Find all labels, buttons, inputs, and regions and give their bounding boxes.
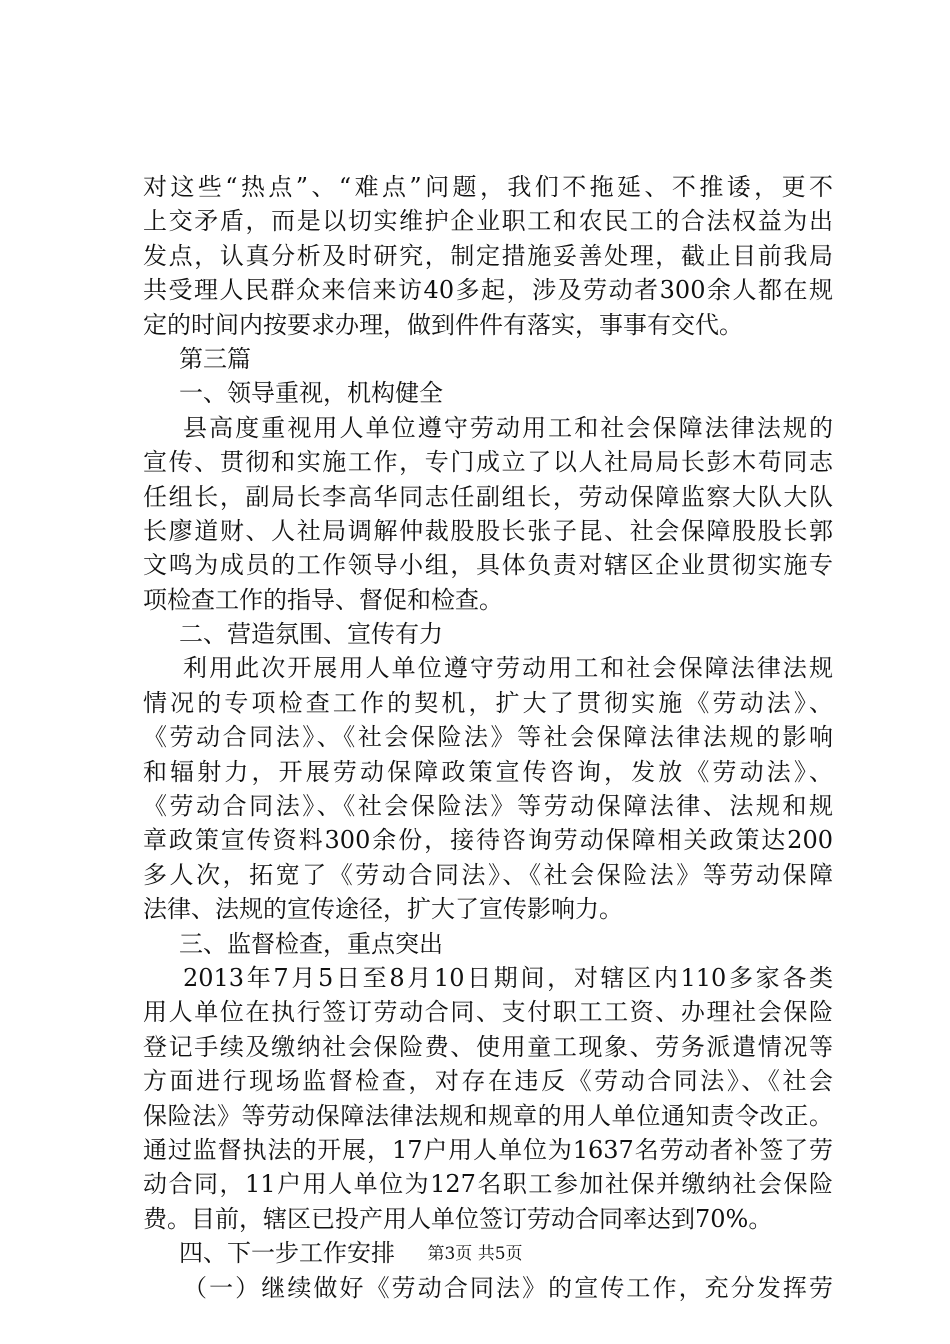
text-line: 县高度重视用人单位遵守劳动用工和社会保障法律法规的	[183, 413, 833, 442]
text-line: 项检查工作的指导、督促和检查。	[143, 585, 503, 614]
page-footer: 第3页 共5页	[427, 1244, 523, 1264]
text-line: 利用此次开展用人单位遵守劳动用工和社会保障法律法规	[183, 654, 833, 683]
text-line: 多人次，拓宽了《劳动合同法》、《社会保险法》等劳动保障	[143, 860, 833, 889]
section-heading: 一、领导重视，机构健全	[179, 379, 443, 408]
section-heading: 四、下一步工作安排	[179, 1239, 395, 1268]
text-line: 动合同，11户用人单位为127名职工参加社保并缴纳社会保险	[143, 1170, 833, 1199]
text-line: （一）继续做好《劳动合同法》的宣传工作，充分发挥劳	[183, 1273, 833, 1302]
text-line: 宣传、贯彻和实施工作，专门成立了以人社局局长彭木苟同志	[143, 448, 833, 477]
text-line: 法律、法规的宣传途径，扩大了宣传影响力。	[143, 895, 623, 924]
text-line: 《劳动合同法》、《社会保险法》等劳动保障法律、法规和规	[143, 792, 833, 821]
section-heading: 第三篇	[179, 344, 251, 373]
text-line: 通过监督执法的开展，17户用人单位为1637名劳动者补签了劳	[143, 1135, 833, 1164]
text-line: 上交矛盾，而是以切实维护企业职工和农民工的合法权益为出	[143, 207, 833, 236]
text-line: 定的时间内按要求办理，做到件件有落实，事事有交代。	[143, 310, 743, 339]
text-line: 《劳动合同法》、《社会保险法》等社会保障法律法规的影响	[143, 723, 833, 752]
text-line: 用人单位在执行签订劳动合同、支付职工工资、办理社会保险	[143, 998, 833, 1027]
text-line: 对这些“热点”、“难点”问题，我们不拖延、不推诿，更不	[143, 173, 833, 201]
text-line: 任组长，副局长李高华同志任副组长，劳动保障监察大队大队	[143, 482, 833, 511]
text-line: 2013年7月5日至8月10日期间，对辖区内110多家各类	[183, 963, 833, 992]
text-line: 方面进行现场监督检查，对存在违反《劳动合同法》、《社会	[143, 1067, 833, 1096]
section-heading: 二、营造氛围、宣传有力	[179, 620, 443, 649]
text-line: 章政策宣传资料300余份，接待咨询劳动保障相关政策达200	[143, 826, 833, 855]
text-line: 费。目前，辖区已投产用人单位签订劳动合同率达到70%。	[143, 1204, 773, 1233]
text-line: 保险法》等劳动保障法律法规和规章的用人单位通知责令改正。	[143, 1101, 833, 1130]
document-body	[143, 170, 833, 1305]
text-line: 情况的专项检查工作的契机，扩大了贯彻实施《劳动法》、	[143, 688, 833, 717]
text-line: 发点，认真分析及时研究，制定措施妥善处理，截止目前我局	[143, 241, 833, 270]
text-line: 文鸣为成员的工作领导小组，具体负责对辖区企业贯彻实施专	[143, 551, 833, 580]
text-line: 登记手续及缴纳社会保险费、使用童工现象、劳务派遣情况等	[143, 1032, 833, 1061]
text-line: 和辐射力，开展劳动保障政策宣传咨询，发放《劳动法》、	[143, 757, 833, 786]
text-line: 长廖道财、人社局调解仲裁股股长张子昆、社会保障股股长郭	[143, 516, 833, 545]
section-heading: 三、监督检查，重点突出	[179, 929, 443, 958]
text-line: 共受理人民群众来信来访40多起，涉及劳动者300余人都在规	[143, 276, 833, 305]
